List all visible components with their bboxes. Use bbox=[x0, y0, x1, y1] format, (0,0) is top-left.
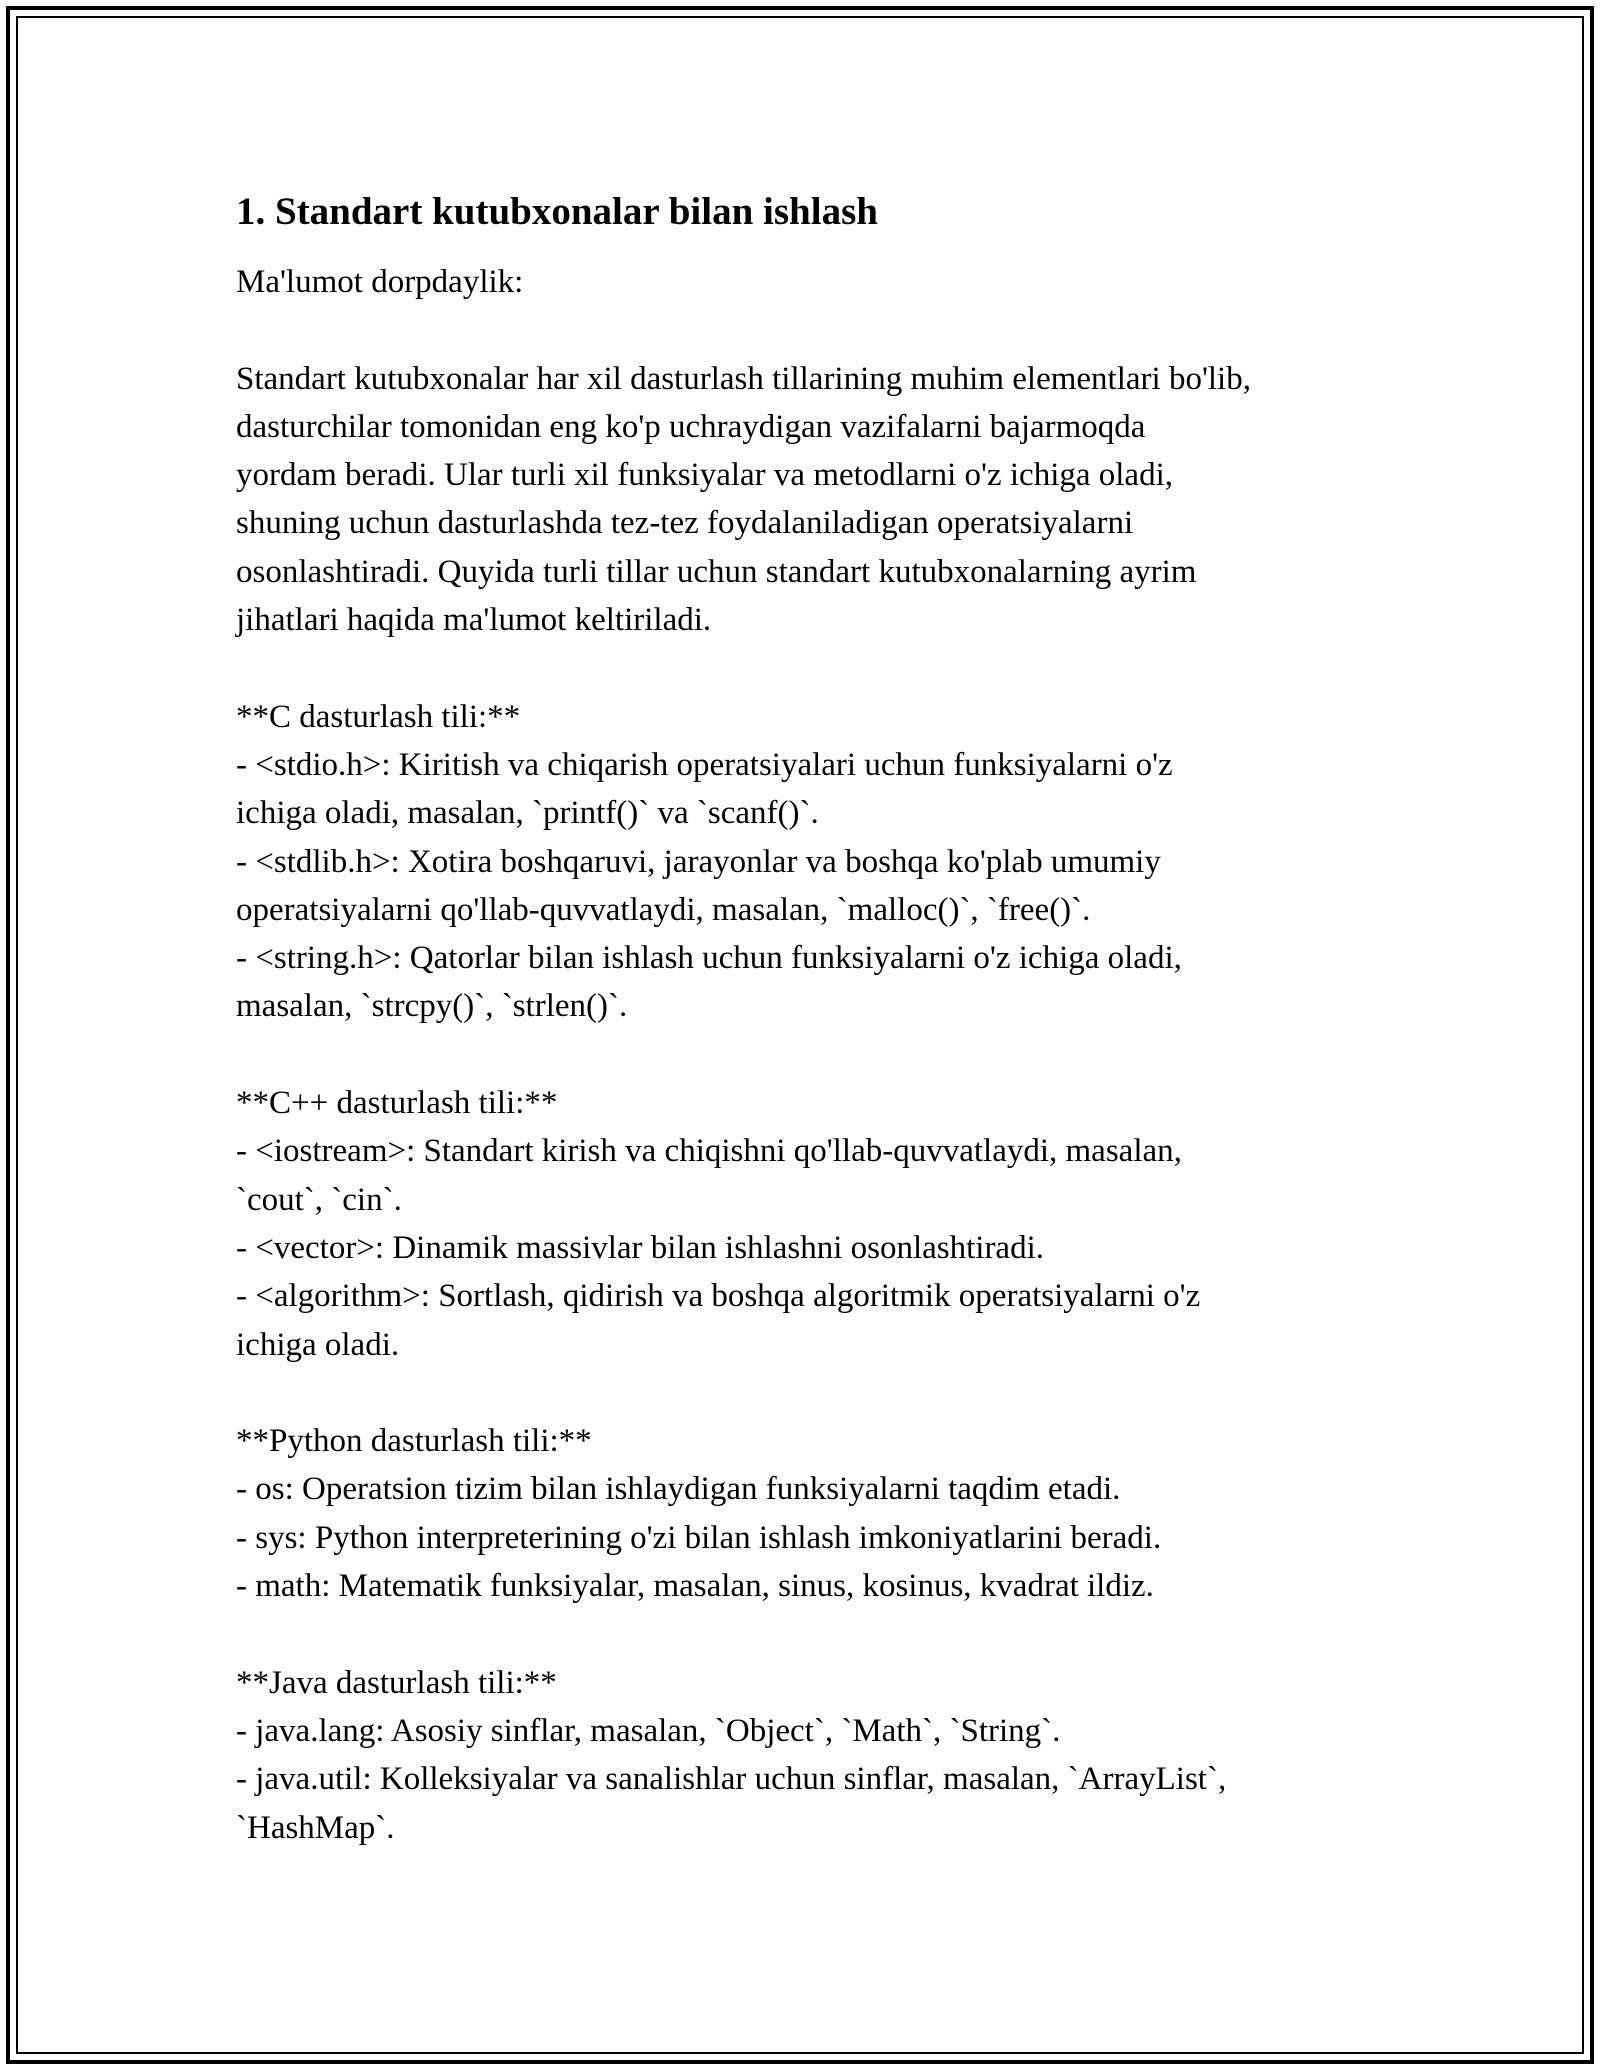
blank-line bbox=[236, 1610, 1376, 1658]
document-text bbox=[236, 258, 1376, 1852]
blank-line bbox=[236, 644, 1376, 692]
text-line: osonlashtiradi. Quyida turli tillar uchun standart kutubxonalarning ayrim bbox=[236, 553, 1197, 590]
text-line: **C dasturlash tili:** bbox=[236, 698, 521, 735]
text-line: - <stdio.h>: Kiritish va chiqarish operatsiyalari uchun funksiyalarni o'z bbox=[236, 746, 1173, 783]
text-line: - <vector>: Dinamik massivlar bilan ishlashni osonlashtiradi. bbox=[236, 1229, 1045, 1266]
text-line: ichiga oladi, masalan, `printf()` va `scanf()`. bbox=[236, 795, 819, 832]
blank-line bbox=[236, 306, 1376, 354]
text-line: - os: Operatsion tizim bilan ishlaydigan funksiyalarni taqdim etadi. bbox=[236, 1471, 1121, 1508]
text-line: - <string.h>: Qatorlar bilan ishlash uchun funksiyalarni o'z ichiga oladi, bbox=[236, 940, 1182, 977]
text-line: shuning uchun dasturlashda tez-tez foydalaniladigan operatsiyalarni bbox=[236, 505, 1134, 542]
document-body bbox=[236, 186, 1376, 1852]
text-line: - sys: Python interpreterining o'zi bilan ishlash imkoniyatlarini beradi. bbox=[236, 1519, 1162, 1556]
text-line: - java.util: Kolleksiyalar va sanalishlar uchun sinflar, masalan, `ArrayList`, bbox=[236, 1761, 1227, 1798]
text-line: Ma'lumot dorpdaylik: bbox=[236, 264, 524, 300]
text-line: - java.lang: Asosiy sinflar, masalan, `Object`, `Math`, `String`. bbox=[236, 1712, 1061, 1749]
text-line: **C++ dasturlash tili:** bbox=[236, 1085, 558, 1122]
text-line: **Java dasturlash tili:** bbox=[236, 1664, 557, 1701]
text-line: operatsiyalarni qo'llab-quvvatlaydi, masalan, `malloc()`, `free()`. bbox=[236, 891, 1091, 928]
text-line: Standart kutubxonalar har xil dasturlash tillarining muhim elementlari bo'lib, bbox=[236, 360, 1251, 397]
text-line: `HashMap`. bbox=[236, 1809, 395, 1846]
text-line: ichiga oladi. bbox=[236, 1326, 400, 1363]
text-line: - <iostream>: Standart kirish va chiqishni qo'llab-quvvatlaydi, masalan, bbox=[236, 1133, 1182, 1170]
text-line: - <algorithm>: Sortlash, qidirish va boshqa algoritmik operatsiyalarni o'z bbox=[236, 1278, 1201, 1315]
document-title: 1. Standart kutubxonalar bilan ishlash bbox=[236, 190, 878, 233]
text-line: jihatlari haqida ma'lumot keltiriladi. bbox=[236, 602, 712, 639]
text-line: dasturchilar tomonidan eng ko'p uchraydigan vazifalarni bajarmoqda bbox=[236, 408, 1146, 445]
blank-line bbox=[236, 1369, 1376, 1417]
text-line: - <stdlib.h>: Xotira boshqaruvi, jarayonlar va boshqa ko'plab umumiy bbox=[236, 843, 1161, 880]
text-line: - math: Matematik funksiyalar, masalan, sinus, kosinus, kvadrat ildiz. bbox=[236, 1568, 1154, 1605]
blank-line bbox=[236, 1031, 1376, 1079]
text-line: **Python dasturlash tili:** bbox=[236, 1423, 592, 1460]
text-line: `cout`, `cin`. bbox=[236, 1181, 402, 1218]
text-line: yordam beradi. Ular turli xil funksiyalar va metodlarni o'z ichiga oladi, bbox=[236, 457, 1173, 494]
text-line: masalan, `strcpy()`, `strlen()`. bbox=[236, 988, 628, 1025]
